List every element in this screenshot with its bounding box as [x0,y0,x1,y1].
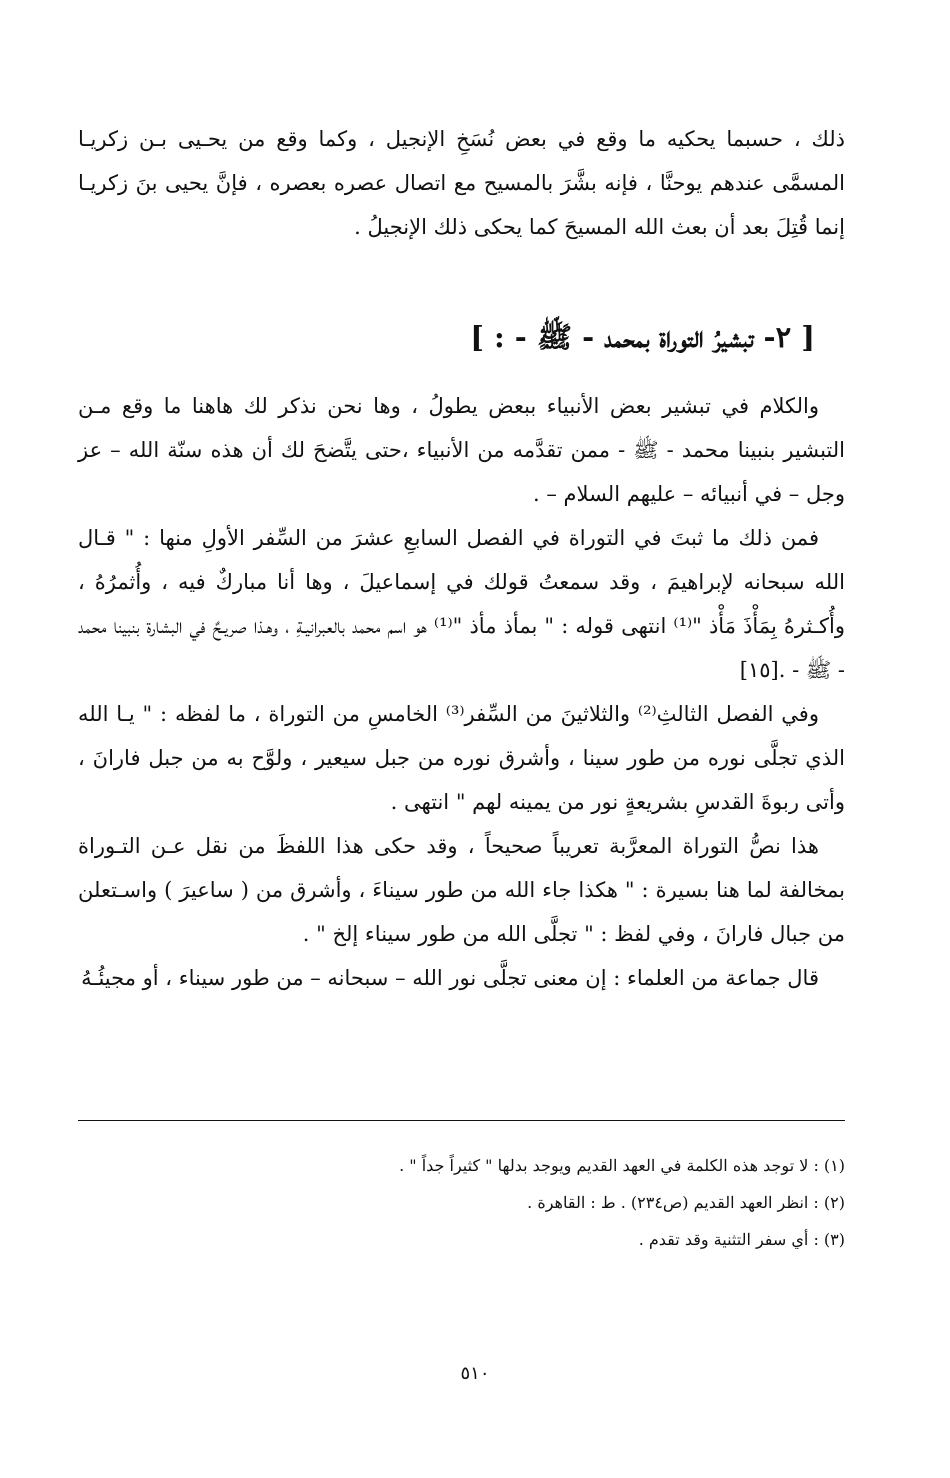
continued-paragraph [78,117,845,249]
paragraph-4: هذا نصُّ التوراة المعرَّبة تعريباً صحيحاً ، وقد حكى هذا اللفظَ من نقل عـن التـوراة بمخالفة لما هنا بسيرة : " هكذا جاء الله من طور سيناءَ ، وأشرق من ( ساعيرَ ) واسـتعلن من جبال فارانَ ، وفي لفظ : " تجلَّى الله من طور سيناء إلخ " . [78,834,845,946]
footnote-3: (٣) : أي سفر التثنية وقد تقدم . [638,1230,845,1249]
paragraph-2: فمن ذلك ما ثبتَ في التوراة في الفصل السابعِ عشرَ من السِّفر الأولِ منها : " قـال الله سبحانه لإبراهيمَ ، وقد سمعتُ قولك في إسماعيلَ ، وها أنا مباركٌ فيه ، وأُثمرُهُ ، وأُكـثرهُ بِمَأْذَ مَأْذ "⁽¹⁾ انتهى قوله : " بمأذ مأذ "⁽¹⁾ هو اسم محمد بالعبرانيـةِ ، وهـذا صريـحٌ في البشارة بنبينا محمد - ﷺ - .[١٥] [78,526,845,682]
paragraph-1: والكلام في تبشير بعض الأنبياء ببعض يطولُ ، وها نحن نذكر لك هاهنا ما وقع مـن التبشير بنبينا محمد - ﷺ - ممن تقدَّمه من الأنبياء ،حتى يتَّضحَ لك أن هذه سنّة الله – عز وجل – في أنبيائه – عليهم السلام – . [78,394,845,506]
paragraph-5: قال جماعة من العلماء : إن معنى تجلَّى نور الله – سبحانه – من طور سيناء ، أو مجيئُـهُ [81,966,819,990]
section-heading: [ ٢- تبشيرُ التوراة بمحمد - ﷺ - : ] [470,320,815,354]
footnote-divider [78,1120,845,1121]
footnote-2: (٢) : انظر العهد القديم (ص٢٣٤) . ط : القاهرة . [527,1193,845,1212]
paragraph-text: ذلك ، حسبما يحكيه ما وقع في بعض نُسَخِ الإنجيل ، وكما وقع من يحـيى بـن زكريـا المسمَّى عندهم يوحنَّا ، فإنه بشَّرَ بالمسيح مع اتصال عصره بعصره ، فإنَّ يحيى بنَ زكريـا إنما قُتِلَ بعد أن بعث الله المسيحَ كما يحكى ذلك الإنجيلُ . [78,127,845,239]
paragraph-3: وفي الفصل الثالثِ⁽²⁾ والثلاثينَ من السِّفر⁽³⁾ الخامسِ من التوراة ، ما لفظه : " يـا الله الذي تجلَّى نوره من طور سينا ، وأشرق نوره من جبل سيعير ، ولوَّح به من جبل فارانَ ، وأتى ربوةَ القدسِ بشريعةٍ نور من يمينه لهم " انتهى . [78,702,845,814]
footnote-1: (١) : لا توجد هذه الكلمة في العهد القديم ويوجد بدلها " كثيراً جداً " . [399,1156,845,1175]
footnotes [78,1147,845,1258]
body-text [78,384,845,1000]
page-number: ٥١٠ [460,1363,490,1384]
